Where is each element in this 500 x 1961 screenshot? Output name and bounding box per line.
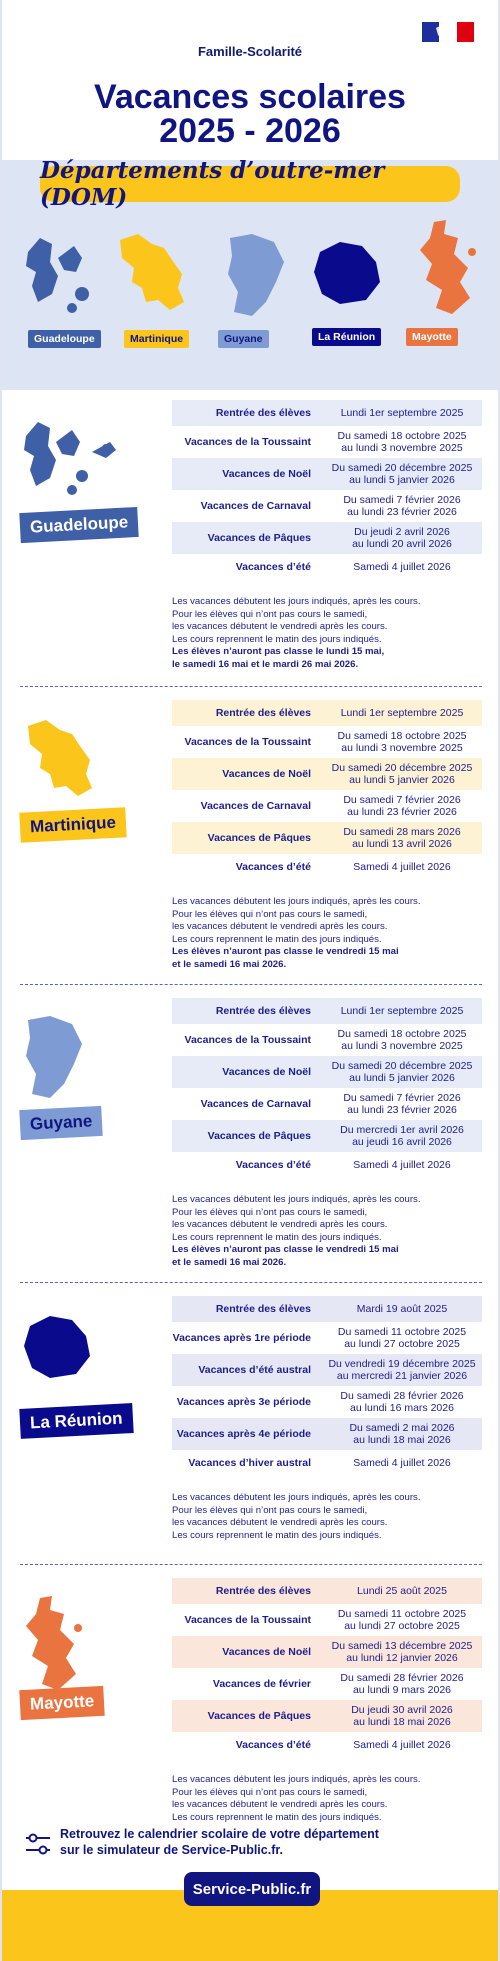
schedule-row [172, 1120, 482, 1152]
period-date-line-1: Samedi 4 juillet 2026 [353, 1457, 451, 1469]
period-label: Vacances de la Toussaint [184, 1034, 311, 1046]
republique-francaise-flag-icon [422, 22, 474, 42]
period-dates [322, 561, 482, 573]
note-bold-line: et le samedi 16 mai 2026. [172, 958, 287, 970]
period-date-line-1: Du samedi 13 décembre 2025 [331, 1640, 473, 1652]
settings-sliders-icon [24, 1830, 52, 1858]
schedule-row [172, 490, 482, 522]
note-line: Pour les élèves qui n’ont pas cours le samedi, [172, 908, 368, 920]
period-dates [322, 1585, 482, 1597]
schedule-row [172, 554, 482, 580]
note-line: Les vacances débutent les jours indiqués, après les cours. [172, 1194, 421, 1205]
period-date-line-2: au lundi 23 février 2026 [347, 506, 457, 518]
period-label: Vacances d’été [235, 561, 311, 573]
period-date-line-2: au lundi 27 octobre 2025 [344, 1620, 460, 1632]
period-label: Vacances de la Toussaint [184, 1614, 311, 1626]
schedule-row [172, 822, 482, 854]
guadeloupe-map-icon [22, 232, 96, 322]
period-date-line-1: Du samedi 18 octobre 2025 [337, 730, 467, 742]
section-note-mayotte [172, 1774, 482, 1824]
period-date-line-1: Samedi 4 juillet 2026 [353, 1159, 451, 1171]
footer-line-2: sur le simulateur de Service-Public.fr. [60, 1843, 284, 1857]
schedule-table-reunion [172, 1296, 482, 1476]
period-dates [322, 1124, 482, 1148]
period-date-line-1: Samedi 4 juillet 2026 [353, 561, 451, 573]
overview-tag-mayotte: Mayotte [406, 328, 458, 346]
period-date-line-1: Lundi 25 août 2025 [357, 1585, 447, 1597]
period-date-line-1: Lundi 1er septembre 2025 [340, 707, 464, 719]
note-bold-line: Les élèves n’auront pas classe le vendredi 15 mai [172, 1244, 399, 1255]
period-dates [322, 1608, 482, 1632]
period-label: Rentrée des élèves [215, 407, 311, 419]
title-line-2: 2025 - 2026 [159, 112, 341, 150]
period-date-line-1: Du jeudi 30 avril 2026 [351, 1704, 453, 1716]
period-label: Vacances de Noël [222, 1066, 311, 1078]
schedule-row [172, 1354, 482, 1386]
note-line: Les vacances débutent les jours indiqués, après les cours. [172, 1492, 421, 1503]
period-dates [322, 1060, 482, 1084]
period-label: Rentrée des élèves [215, 1005, 311, 1017]
schedule-row [172, 1604, 482, 1636]
period-dates [322, 1358, 482, 1382]
region-label-guadeloupe: Guadeloupe [19, 507, 139, 543]
period-date-line-2: au lundi 13 avril 2026 [352, 838, 452, 850]
period-dates [322, 1422, 482, 1446]
schedule-row [172, 700, 482, 726]
period-date-line-2: au lundi 5 janvier 2026 [349, 1072, 455, 1084]
period-date-line-1: Du vendredi 19 décembre 2025 [328, 1358, 476, 1370]
schedule-row [172, 1024, 482, 1056]
period-date-line-2: au lundi 3 novembre 2025 [341, 742, 463, 754]
period-date-line-1: Du samedi 28 mars 2026 [343, 826, 461, 838]
period-dates [322, 1092, 482, 1116]
schedule-row [172, 1668, 482, 1700]
period-label: Vacances de Noël [222, 468, 311, 480]
schedule-row [172, 998, 482, 1024]
overview-tag-guyane: Guyane [218, 330, 269, 348]
period-date-line-2: au lundi 5 janvier 2026 [349, 474, 455, 486]
period-date-line-2: au lundi 5 janvier 2026 [349, 774, 455, 786]
period-dates [322, 407, 482, 419]
footer-line-1: Retrouvez le calendrier scolaire de votre département [60, 1827, 379, 1841]
schedule-row [172, 1732, 482, 1758]
period-date-line-1: Du samedi 18 octobre 2025 [337, 430, 467, 442]
period-dates [322, 462, 482, 486]
period-label: Vacances de Pâques [207, 832, 311, 844]
period-dates [322, 1672, 482, 1696]
schedule-row [172, 1700, 482, 1732]
period-label: Rentrée des élèves [215, 1303, 311, 1315]
region-label-reunion: La Réunion [19, 1403, 133, 1439]
period-date-line-2: au lundi 20 avril 2026 [352, 538, 452, 550]
overview-tag-reunion: La Réunion [312, 328, 381, 346]
period-date-line-1: Du samedi 20 décembre 2025 [331, 462, 473, 474]
period-date-line-1: Du samedi 20 décembre 2025 [331, 762, 473, 774]
period-date-line-1: Samedi 4 juillet 2026 [353, 1739, 451, 1751]
schedule-row [172, 790, 482, 822]
period-date-line-1: Du samedi 7 février 2026 [343, 1092, 461, 1104]
guyane-region-map-icon [20, 1014, 86, 1102]
period-dates [322, 430, 482, 454]
reunion-region-map-icon [20, 1312, 94, 1382]
period-dates [322, 1457, 482, 1469]
guyane-map-icon [222, 232, 288, 320]
schedule-row [172, 1056, 482, 1088]
period-dates [322, 494, 482, 518]
period-date-line-1: Du mercredi 1er avril 2026 [340, 1124, 464, 1136]
period-label: Vacances de Noël [222, 1646, 311, 1658]
period-date-line-1: Du samedi 7 février 2026 [343, 794, 461, 806]
period-date-line-2: au lundi 23 février 2026 [347, 1104, 457, 1116]
period-label: Vacances après 3e période [176, 1396, 311, 1408]
section-divider [20, 984, 482, 985]
region-label-martinique: Martinique [19, 807, 126, 843]
note-line: Les cours reprennent le matin des jours indiqués. [172, 1811, 382, 1823]
period-dates [322, 1028, 482, 1052]
note-bold-line: le samedi 16 mai et le mardi 26 mai 2026. [172, 658, 359, 670]
schedule-row [172, 726, 482, 758]
note-bold-line: Les élèves n’auront pas classe le vendredi 15 mai [172, 946, 399, 957]
note-line: Pour les élèves qui n’ont pas cours le samedi, [172, 608, 368, 620]
period-label: Vacances de février [212, 1678, 311, 1690]
period-date-line-2: au lundi 9 mars 2026 [352, 1684, 452, 1696]
schedule-row [172, 1296, 482, 1322]
period-date-line-2: au lundi 27 octobre 2025 [344, 1338, 460, 1350]
note-line: Pour les élèves qui n’ont pas cours le samedi, [172, 1504, 368, 1516]
page-title [2, 80, 498, 148]
period-date-line-1: Lundi 1er septembre 2025 [340, 1005, 464, 1017]
schedule-row [172, 1322, 482, 1354]
note-bold-line: Les élèves n’auront pas classe le lundi 15 mai, [172, 646, 385, 657]
section-divider [20, 1282, 482, 1283]
period-date-line-2: au mercredi 21 janvier 2026 [336, 1370, 468, 1382]
period-date-line-1: Du jeudi 2 avril 2026 [354, 526, 450, 538]
period-label: Vacances de Pâques [207, 1130, 311, 1142]
martinique-region-map-icon [20, 716, 100, 806]
note-line: les vacances débutent le vendredi après les cours. [172, 621, 388, 632]
footer-text [60, 1826, 480, 1858]
section-note-reunion [172, 1492, 482, 1542]
period-label: Vacances d’été [235, 1739, 311, 1751]
schedule-row [172, 1152, 482, 1178]
note-line: Les cours reprennent le matin des jours indiqués. [172, 933, 382, 945]
period-dates [322, 1159, 482, 1171]
period-date-line-2: au jeudi 16 avril 2026 [352, 1136, 452, 1148]
period-date-line-2: au lundi 23 février 2026 [347, 806, 457, 818]
period-date-line-2: au lundi 3 novembre 2025 [341, 442, 463, 454]
section-divider [20, 686, 482, 687]
schedule-row [172, 1450, 482, 1476]
schedule-table-guadeloupe [172, 400, 482, 580]
schedule-row [172, 854, 482, 880]
period-date-line-2: au lundi 18 mai 2026 [353, 1434, 451, 1446]
schedule-table-guyane [172, 998, 482, 1178]
period-label: Vacances de la Toussaint [184, 436, 311, 448]
period-dates [322, 526, 482, 550]
period-dates [322, 1390, 482, 1414]
mayotte-region-map-icon [20, 1594, 84, 1698]
period-dates [322, 762, 482, 786]
note-line: Les vacances débutent les jours indiqués, après les cours. [172, 896, 421, 907]
schedule-row [172, 1578, 482, 1604]
period-label: Vacances de Pâques [207, 532, 311, 544]
period-date-line-1: Du samedi 2 mai 2026 [349, 1422, 455, 1434]
period-dates [322, 1739, 482, 1751]
period-label: Vacances d’été [235, 861, 311, 873]
period-label: Vacances après 1re période [172, 1332, 311, 1344]
period-label: Vacances de Carnaval [200, 800, 311, 812]
reunion-map-icon [310, 238, 384, 308]
dom-banner: Départements d’outre-mer (DOM) [40, 166, 460, 202]
schedule-row [172, 400, 482, 426]
period-date-line-1: Du samedi 28 février 2026 [340, 1672, 464, 1684]
overview-maps [2, 210, 498, 370]
period-date-line-1: Du samedi 11 octobre 2025 [337, 1326, 467, 1338]
period-date-line-1: Du samedi 7 février 2026 [343, 494, 461, 506]
period-dates [322, 1326, 482, 1350]
note-line: les vacances débutent le vendredi après les cours. [172, 1799, 388, 1810]
schedule-row [172, 426, 482, 458]
note-line: Les cours reprennent le matin des jours indiqués. [172, 1529, 382, 1541]
note-line: les vacances débutent le vendredi après les cours. [172, 921, 388, 932]
section-note-guadeloupe [172, 596, 482, 671]
period-dates [322, 707, 482, 719]
title-line-1: Vacances scolaires [94, 78, 406, 116]
note-line: les vacances débutent le vendredi après les cours. [172, 1517, 388, 1528]
period-dates [322, 826, 482, 850]
guadeloupe-region-map-icon [20, 416, 120, 506]
period-dates [322, 1640, 482, 1664]
note-line: Les vacances débutent les jours indiqués, après les cours. [172, 1774, 421, 1785]
period-date-line-2: au lundi 16 mars 2026 [350, 1402, 454, 1414]
period-label: Vacances de Pâques [207, 1710, 311, 1722]
period-date-line-1: Du samedi 28 février 2026 [340, 1390, 464, 1402]
period-label: Vacances de Carnaval [200, 1098, 311, 1110]
note-line: les vacances débutent le vendredi après les cours. [172, 1219, 388, 1230]
period-date-line-1: Samedi 4 juillet 2026 [353, 861, 451, 873]
overview-tag-guadeloupe: Guadeloupe [28, 330, 101, 348]
period-label: Rentrée des élèves [215, 1585, 311, 1597]
period-date-line-2: au lundi 12 janvier 2026 [346, 1652, 458, 1664]
period-dates [322, 794, 482, 818]
mayotte-map-icon [414, 218, 478, 322]
period-dates [322, 1303, 482, 1315]
schedule-row [172, 758, 482, 790]
period-label: Vacances d’hiver austral [188, 1457, 311, 1469]
note-line: Les cours reprennent le matin des jours indiqués. [172, 633, 382, 645]
period-label: Vacances d’été austral [198, 1364, 311, 1376]
period-date-line-2: au lundi 18 mai 2026 [353, 1716, 451, 1728]
schedule-row [172, 1418, 482, 1450]
period-dates [322, 861, 482, 873]
period-label: Vacances après 4e période [176, 1428, 311, 1440]
brand-label: Famille-Scolarité [197, 44, 303, 59]
note-line: Les vacances débutent les jours indiqués, après les cours. [172, 596, 421, 607]
section-divider [20, 1564, 482, 1565]
period-date-line-2: au lundi 3 novembre 2025 [341, 1040, 463, 1052]
period-date-line-1: Du samedi 11 octobre 2025 [337, 1608, 467, 1620]
schedule-row [172, 522, 482, 554]
period-dates [322, 730, 482, 754]
period-date-line-1: Du samedi 20 décembre 2025 [331, 1060, 473, 1072]
overview-tag-martinique: Martinique [124, 330, 189, 348]
schedule-table-martinique [172, 700, 482, 880]
note-line: Pour les élèves qui n’ont pas cours le samedi, [172, 1786, 368, 1798]
service-public-button[interactable]: Service-Public.fr [184, 1872, 320, 1906]
period-dates [322, 1005, 482, 1017]
section-note-martinique [172, 896, 482, 971]
note-line: Les cours reprennent le matin des jours indiqués. [172, 1231, 382, 1243]
schedule-row [172, 1386, 482, 1418]
period-label: Rentrée des élèves [215, 707, 311, 719]
period-date-line-1: Du samedi 18 octobre 2025 [337, 1028, 467, 1040]
region-label-mayotte: Mayotte [19, 1686, 105, 1720]
schedule-row [172, 458, 482, 490]
period-dates [322, 1704, 482, 1728]
section-note-guyane [172, 1194, 482, 1269]
schedule-table-mayotte [172, 1578, 482, 1758]
region-label-guyane: Guyane [19, 1106, 103, 1140]
period-label: Vacances d’été [235, 1159, 311, 1171]
schedule-row [172, 1636, 482, 1668]
schedule-row [172, 1088, 482, 1120]
period-label: Vacances de Carnaval [200, 500, 311, 512]
period-label: Vacances de la Toussaint [184, 736, 311, 748]
note-line: Pour les élèves qui n’ont pas cours le samedi, [172, 1206, 368, 1218]
period-date-line-1: Lundi 1er septembre 2025 [340, 407, 464, 419]
martinique-map-icon [112, 230, 192, 320]
period-date-line-1: Mardi 19 août 2025 [356, 1303, 448, 1315]
period-label: Vacances de Noël [222, 768, 311, 780]
note-bold-line: et le samedi 16 mai 2026. [172, 1256, 287, 1268]
